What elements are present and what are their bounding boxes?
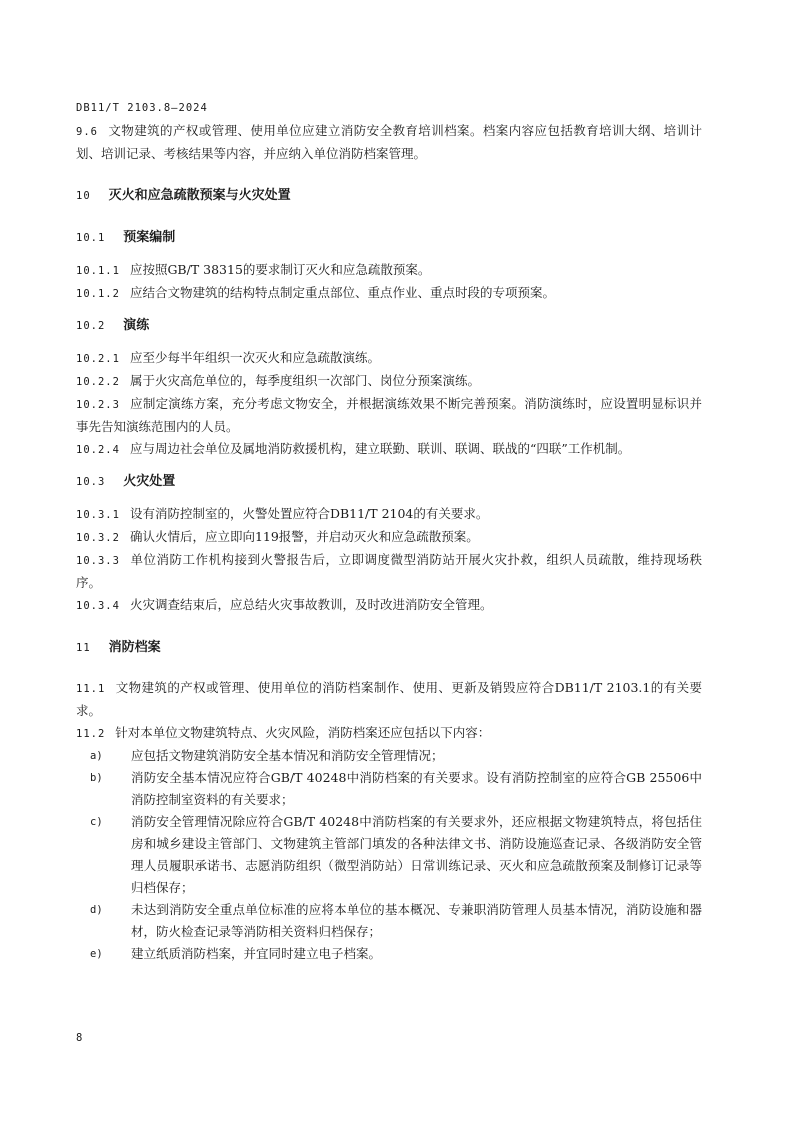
clause-9-6 bbox=[76, 120, 702, 165]
list-item bbox=[76, 745, 702, 767]
list-item bbox=[76, 811, 702, 899]
clause-text: 应与周边社会单位及属地消防救援机构，建立联勤、联训、联调、联战的“四联”工作机制。 bbox=[129, 441, 631, 456]
clause-text: 火灾调查结束后，应总结火灾事故教训，及时改进消防安全管理。 bbox=[129, 597, 493, 612]
list-marker: d) bbox=[90, 904, 103, 916]
subsection-title: 演练 bbox=[123, 318, 150, 333]
clause-number: 10.3.4 bbox=[76, 600, 120, 612]
clause-text: 文物建筑的产权或管理、使用单位应建立消防安全教育培训档案。档案内容应包括教育培训大纲、培训计划、培训记录、考核结果等内容，并应纳入单位消防档案管理。 bbox=[76, 123, 702, 161]
clause-10-2-2 bbox=[76, 370, 702, 393]
section-number: 11 bbox=[76, 642, 91, 654]
section-title: 消防档案 bbox=[108, 640, 161, 655]
clause-number: 11.1 bbox=[76, 683, 106, 695]
list-item-text: 应包括文物建筑消防安全基本情况和消防安全管理情况； bbox=[131, 748, 444, 763]
clause-10-1-1 bbox=[76, 259, 702, 282]
clause-number: 10.3.1 bbox=[76, 509, 120, 521]
subsection-number: 10.2 bbox=[76, 320, 106, 332]
section-number: 10 bbox=[76, 190, 91, 202]
clause-text: 应至少每半年组织一次灭火和应急疏散演练。 bbox=[129, 350, 380, 365]
list-item-text: 消防安全管理情况除应符合GB/T 40248中消防档案的有关要求外，还应根据文物建筑特点，将包括住房和城乡建设主管部门、文物建筑主管部门填发的各种法律文书、消防设施巡查记录、各级消防安全管理人员履职承诺书、志愿消防组织（微型消防站）日常训练记录、灭火和应急疏散预案及制修订记录等归档保存； bbox=[131, 814, 702, 895]
clause-10-2-1 bbox=[76, 347, 702, 370]
clause-number: 10.2.2 bbox=[76, 376, 120, 388]
clause-11-2 bbox=[76, 722, 702, 745]
list-marker: e) bbox=[90, 948, 103, 960]
clause-10-2-4 bbox=[76, 438, 702, 461]
clause-number: 10.1.1 bbox=[76, 265, 120, 277]
clause-10-3-4 bbox=[76, 594, 702, 617]
list-item-text: 消防安全基本情况应符合GB/T 40248中消防档案的有关要求。设有消防控制室的应符合GB 25506中消防控制室资料的有关要求； bbox=[131, 770, 702, 807]
clause-text: 确认火情后，应立即向119报警，并启动灭火和应急疏散预案。 bbox=[129, 529, 479, 544]
clause-number: 11.2 bbox=[76, 728, 106, 740]
subsection-number: 10.1 bbox=[76, 232, 106, 244]
page-number: 8 bbox=[76, 1032, 83, 1044]
section-heading-11 bbox=[76, 637, 702, 659]
clause-text: 设有消防控制室的，火警处置应符合DB11/T 2104的有关要求。 bbox=[129, 506, 489, 521]
subsection-title: 火灾处置 bbox=[123, 474, 176, 489]
clause-text: 应制定演练方案，充分考虑文物安全，并根据演练效果不断完善预案。消防演练时，应设置明显标识并事先告知演练范围内的人员。 bbox=[76, 396, 702, 434]
list-marker: a) bbox=[90, 750, 103, 762]
clause-10-3-1 bbox=[76, 503, 702, 526]
clause-text: 文物建筑的产权或管理、使用单位的消防档案制作、使用、更新及销毁应符合DB11/T 2103.1的有关要求。 bbox=[76, 680, 702, 718]
list-item bbox=[76, 943, 702, 965]
subsection-title: 预案编制 bbox=[123, 230, 176, 245]
clause-11-1 bbox=[76, 677, 702, 722]
clause-number: 10.3.3 bbox=[76, 555, 120, 567]
clause-10-3-2 bbox=[76, 526, 702, 549]
clause-number: 10.3.2 bbox=[76, 532, 120, 544]
subsection-number: 10.3 bbox=[76, 476, 106, 488]
document-body bbox=[76, 120, 702, 965]
section-heading-10 bbox=[76, 185, 702, 207]
subsection-heading-10-1 bbox=[76, 227, 702, 249]
clause-text: 单位消防工作机构接到火警报告后，立即调度微型消防站开展火灾扑救，组织人员疏散，维持现场秩序。 bbox=[76, 552, 702, 590]
document-code: DB11/T 2103.8—2024 bbox=[76, 102, 208, 114]
clause-text: 应按照GB/T 38315的要求制订灭火和应急疏散预案。 bbox=[129, 262, 431, 277]
list-item bbox=[76, 767, 702, 811]
clause-text: 针对本单位文物建筑特点、火灾风险，消防档案还应包括以下内容： bbox=[115, 725, 491, 740]
clause-text: 应结合文物建筑的结构特点制定重点部位、重点作业、重点时段的专项预案。 bbox=[129, 285, 555, 300]
subsection-heading-10-3 bbox=[76, 471, 702, 493]
subsection-heading-10-2 bbox=[76, 315, 702, 337]
list-item-text: 未达到消防安全重点单位标准的应将本单位的基本概况、专兼职消防管理人员基本情况，消防设施和器材，防火检查记录等消防相关资料归档保存； bbox=[131, 902, 702, 939]
list-marker: b) bbox=[90, 772, 103, 784]
clause-10-2-3 bbox=[76, 393, 702, 438]
clause-number: 10.2.1 bbox=[76, 353, 120, 365]
list-item bbox=[76, 899, 702, 943]
clause-10-1-2 bbox=[76, 282, 702, 305]
clause-text: 属于火灾高危单位的，每季度组织一次部门、岗位分预案演练。 bbox=[129, 373, 480, 388]
list-marker: c) bbox=[90, 816, 103, 828]
clause-number: 10.2.3 bbox=[76, 399, 120, 411]
archive-content-list bbox=[76, 745, 702, 965]
clause-number: 10.1.2 bbox=[76, 288, 120, 300]
section-title: 灭火和应急疏散预案与火灾处置 bbox=[108, 188, 291, 203]
list-item-text: 建立纸质消防档案，并宜同时建立电子档案。 bbox=[131, 946, 382, 961]
clause-number: 10.2.4 bbox=[76, 444, 120, 456]
clause-10-3-3 bbox=[76, 549, 702, 594]
clause-number: 9.6 bbox=[76, 126, 98, 138]
